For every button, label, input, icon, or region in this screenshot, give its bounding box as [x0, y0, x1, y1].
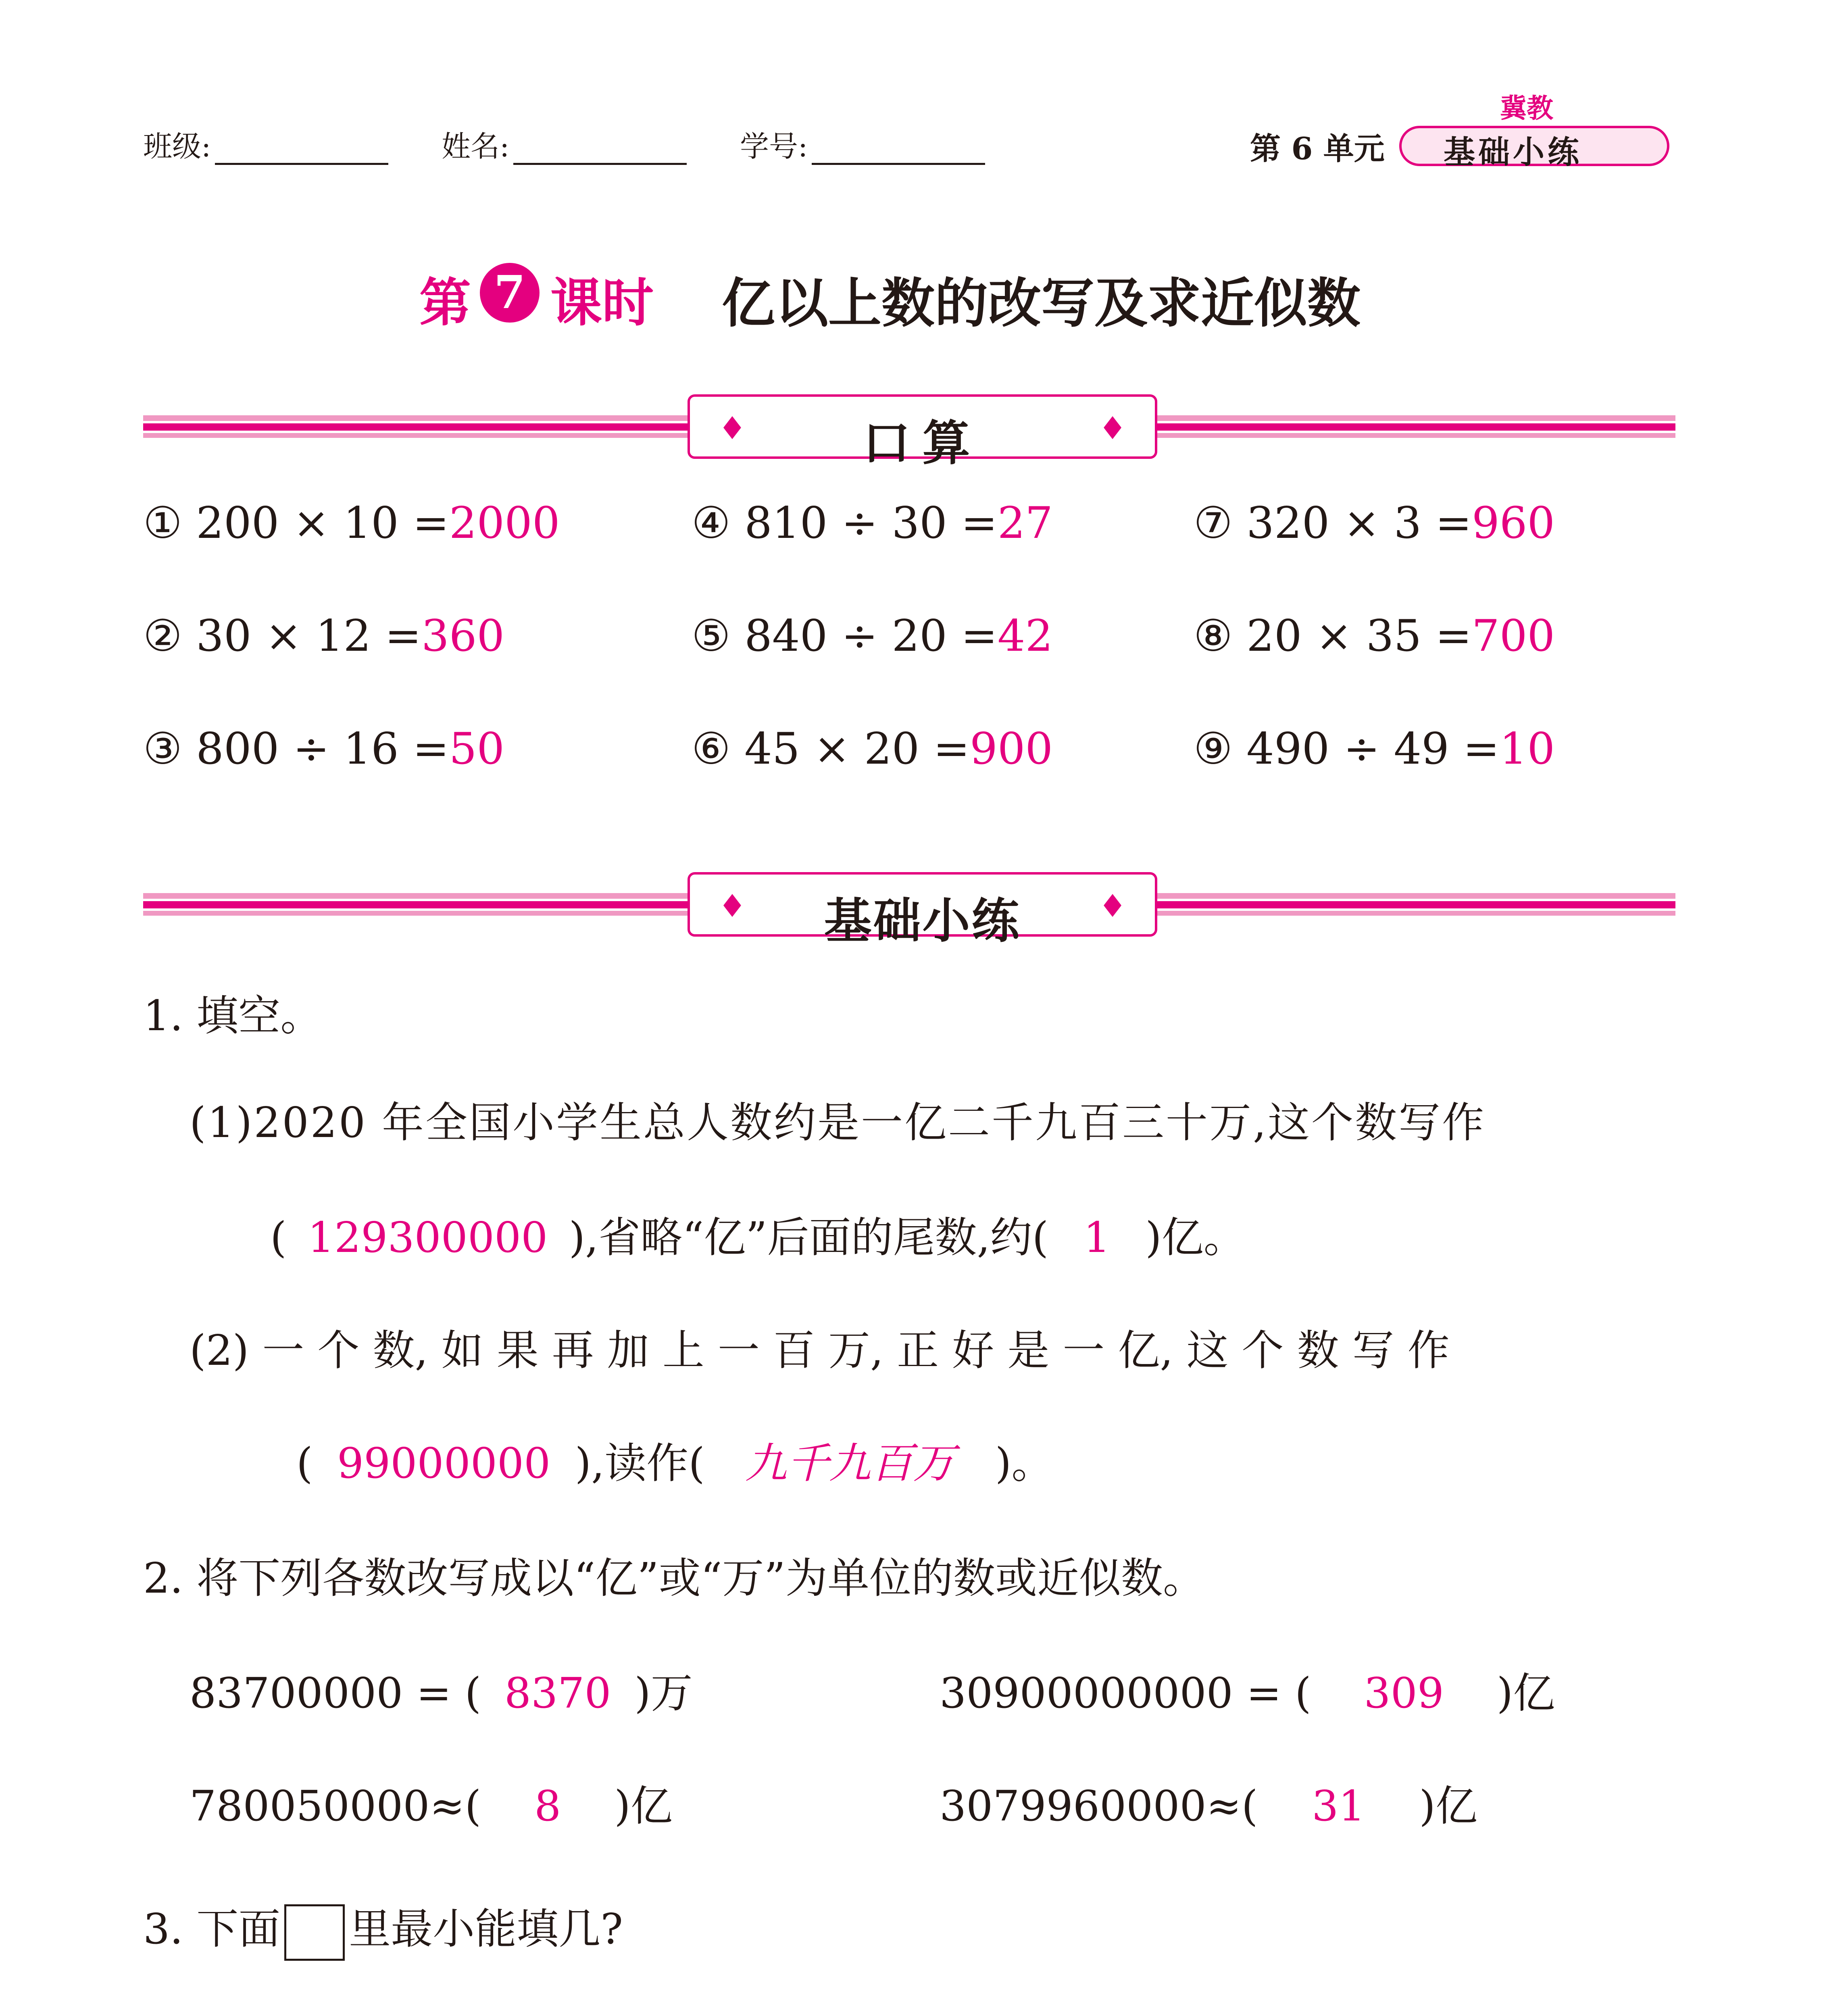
q2-item: 83700000 = ( 8370 )万	[190, 1668, 693, 1718]
calc-answer: 50	[449, 724, 505, 774]
calc-item	[692, 724, 1053, 774]
calc-answer: 960	[1472, 498, 1555, 548]
calc-expression: 490 ÷ 49 =	[1246, 724, 1500, 774]
q2-item: 3079960000≈( 31 )亿	[940, 1781, 1477, 1831]
lesson-prefix: 第	[419, 273, 471, 333]
id-label: 学号:	[740, 129, 808, 163]
q2-answer[interactable]: 8	[534, 1781, 561, 1831]
calc-expression: 200 × 10 =	[196, 498, 449, 548]
student-id-field[interactable]	[740, 123, 985, 165]
calc-item	[143, 724, 504, 774]
section-title-mental: 口算	[863, 415, 982, 471]
calc-answer: 900	[970, 724, 1053, 774]
calc-expression: 45 × 20 =	[744, 724, 970, 774]
q2-answer[interactable]: 309	[1364, 1668, 1444, 1718]
q1-part2-text: (2) 一 个 数, 如 果 再 加 上 一 百 万, 正 好 是 一 亿, 这 个 数 写 作	[190, 1326, 1450, 1375]
calc-expression: 30 × 12 =	[196, 611, 421, 661]
q2-answer[interactable]: 8370	[504, 1668, 611, 1718]
q2-item: 780050000≈( 8 )亿	[190, 1781, 673, 1831]
calc-item	[692, 611, 1053, 661]
id-blank[interactable]	[812, 139, 985, 165]
calc-expression: 20 × 35 =	[1246, 611, 1472, 661]
publisher-label: 冀教	[1500, 92, 1553, 124]
class-field[interactable]	[143, 123, 388, 165]
question-2-heading: 2. 将下列各数改写成以“亿”或“万”为单位的数或近似数。	[143, 1554, 1205, 1603]
class-label: 班级:	[143, 129, 211, 163]
calc-item	[143, 498, 560, 548]
unit-label: 第 6 单元	[1250, 131, 1385, 167]
diamond-icon: ♦	[1098, 410, 1127, 447]
empty-box-icon	[284, 1904, 345, 1961]
calc-item	[1194, 724, 1555, 774]
section-header-practice	[688, 872, 1157, 949]
q2-item: 30900000000 = ( 309 )亿	[940, 1668, 1555, 1718]
q1-answer-number-2[interactable]: 99000000	[337, 1439, 551, 1488]
item-number: ②	[143, 611, 182, 661]
calc-item	[692, 498, 1053, 548]
name-field[interactable]	[442, 123, 687, 165]
item-number: ⑨	[1194, 724, 1233, 774]
calc-item	[1194, 498, 1555, 548]
calc-item	[1194, 611, 1555, 661]
item-number: ①	[143, 498, 182, 548]
diamond-icon: ♦	[718, 410, 746, 447]
item-number: ⑦	[1194, 498, 1233, 548]
page-title: 亿以上数的改写及求近似数	[722, 272, 1361, 335]
q1-answer-number[interactable]: 129300000	[307, 1213, 548, 1262]
name-label: 姓名:	[442, 129, 510, 163]
name-blank[interactable]	[513, 139, 687, 165]
question-1-heading: 1. 填空。	[143, 991, 323, 1040]
calc-item	[143, 611, 504, 661]
item-number: ④	[692, 498, 731, 548]
class-blank[interactable]	[215, 139, 388, 165]
lesson-suffix: 课时	[550, 273, 654, 333]
item-number: ③	[143, 724, 182, 774]
calc-expression: 320 × 3 =	[1246, 498, 1472, 548]
calc-expression: 840 ÷ 20 =	[744, 611, 998, 661]
q2-answer[interactable]: 31	[1312, 1781, 1365, 1831]
calc-expression: 800 ÷ 16 =	[196, 724, 449, 774]
q1-answer-approx[interactable]: 1	[1083, 1213, 1111, 1262]
section-header-mental	[688, 394, 1157, 471]
diamond-icon: ♦	[1098, 888, 1127, 925]
question-3-heading: 3. 下面 里最小能填几?	[143, 1895, 623, 1961]
q1-part1-text: (1)2020 年全国小学生总人数约是一亿二千九百三十万,这个数写作	[190, 1098, 1486, 1147]
diamond-icon: ♦	[718, 888, 746, 925]
lesson-number-badge: 7	[480, 263, 540, 323]
item-number: ⑥	[692, 724, 731, 774]
item-number: ⑧	[1194, 611, 1233, 661]
item-number: ⑤	[692, 611, 731, 661]
q1-answer-reading[interactable]: 九千九百万	[745, 1439, 955, 1488]
q1-part2-answer-line: ( 99000000 ),读作( 九千九百万 )。	[296, 1429, 1053, 1490]
calc-answer: 360	[421, 611, 505, 661]
series-label: 基础小练	[1444, 134, 1583, 171]
calc-expression: 810 ÷ 30 =	[744, 498, 998, 548]
calc-answer: 10	[1499, 724, 1555, 774]
calc-answer: 2000	[449, 498, 560, 548]
calc-answer: 27	[997, 498, 1053, 548]
q1-part1-answer-line: ( 129300000 ),省略“亿”后面的尾数,约( 1 )亿。	[270, 1213, 1246, 1262]
calc-answer: 42	[997, 611, 1053, 661]
section-title-practice: 基础小练	[824, 893, 1021, 949]
calc-answer: 700	[1472, 611, 1555, 661]
